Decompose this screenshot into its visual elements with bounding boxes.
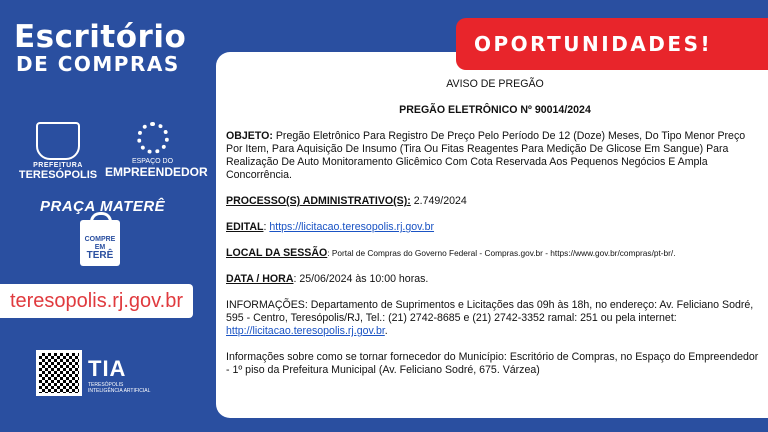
- shopping-bag-icon: [80, 220, 120, 266]
- processo-paragraph: [226, 195, 764, 208]
- opportunities-banner: [456, 18, 768, 70]
- local-paragraph: [226, 247, 764, 260]
- prefeitura-logo: [18, 122, 98, 181]
- brand-title: Escritório: [14, 19, 187, 55]
- info-end: .: [384, 325, 388, 337]
- objeto-text: Pregão Eletrônico Para Registro De Preço Pelo Período De 12 (Doze) Meses, Do Tipo Menor Preço Por Item, Para Aquisição De Insumo (Tira Ou Fitas Reagentes Para Medição De Glicose Em Sangue) Para Realização De Auto Monitoramento Glicêmico Com Cota Reservada Aos Pequenos Negócios E Ampla Concorrência.: [226, 130, 746, 181]
- pregao-number: PREGÃO ELETRÔNICO Nº 90014/2024: [399, 104, 591, 116]
- edital-link[interactable]: https://licitacao.teresopolis.rj.gov.br: [269, 221, 435, 233]
- info-link[interactable]: http://licitacao.teresopolis.rj.gov.br: [226, 325, 385, 337]
- notice-heading: AVISO DE PREGÃO: [446, 78, 544, 90]
- processo-value: 2.749/2024: [410, 195, 467, 207]
- data-label: DATA / HORA: [226, 273, 294, 285]
- tia-logo: [88, 356, 150, 394]
- objeto-label: OBJETO:: [226, 130, 273, 142]
- website-label: teresopolis.rj.gov.br: [0, 284, 193, 318]
- sidebar: [0, 0, 208, 432]
- bag-line-3: TERÊ: [86, 250, 114, 261]
- edital-label: EDITAL: [226, 221, 264, 233]
- info-paragraph: [226, 299, 764, 338]
- crest-icon: [36, 122, 80, 160]
- info-text: INFORMAÇÕES: Departamento de Suprimentos e Licitações das 09h às 18h, no endereço: Av. Feliciano Sodré, 595 - Centro, Teresópolis/RJ, Tel.: (21) 2742-8685 e (21) 2742-3352 ramal: 251 ou pela internet:: [226, 299, 754, 324]
- teresopolis-label: TERESÓPOLIS: [18, 169, 98, 181]
- tia-sub-2: INTELIGÊNCIA ARTIFICIAL: [88, 388, 151, 394]
- tia-sub-1: TERESÓPOLIS: [88, 382, 124, 388]
- praca-matere-logo: PRAÇA MATERÊ: [40, 198, 166, 215]
- qr-code-icon: [36, 350, 82, 396]
- empreendedor-label: EMPREENDEDOR: [105, 165, 208, 179]
- gear-icon: [137, 122, 169, 154]
- brand-subtitle: DE COMPRAS: [16, 52, 180, 76]
- tia-name: TIA: [88, 356, 127, 381]
- espaco-empreendedor-logo: [105, 122, 208, 179]
- notice-subheading: [226, 104, 764, 117]
- espaco-label: ESPAÇO DO: [131, 158, 174, 165]
- processo-label: PROCESSO(S) ADMINISTRATIVO(S):: [226, 195, 411, 207]
- banner-label: OPORTUNIDADES!: [474, 32, 713, 56]
- local-text: : Portal de Compras do Governo Federal - Compras.gov.br - https://www.gov.br/compras/pt-br/.: [327, 248, 676, 258]
- edital-sep: :: [263, 221, 270, 233]
- bag-line-1: COMPRE: [84, 236, 116, 243]
- fornecedor-paragraph: Informações sobre como se tornar fornecedor do Município: Escritório de Compras, no Espaço do Empreendedor - 1º piso da Prefeitura Municipal (Av. Feliciano Sodré, 675. Várzea): [226, 351, 759, 376]
- bag-line-2: EM: [94, 244, 106, 251]
- data-text: : 25/06/2024 às 10:00 horas.: [293, 273, 429, 285]
- data-paragraph: [226, 273, 764, 286]
- local-label: LOCAL DA SESSÃO: [226, 247, 328, 259]
- objeto-paragraph: [226, 130, 764, 182]
- notice-content: [226, 78, 764, 390]
- prefeitura-label: PREFEITURA: [33, 162, 83, 169]
- edital-paragraph: [226, 221, 764, 234]
- top-strip: [205, 0, 768, 12]
